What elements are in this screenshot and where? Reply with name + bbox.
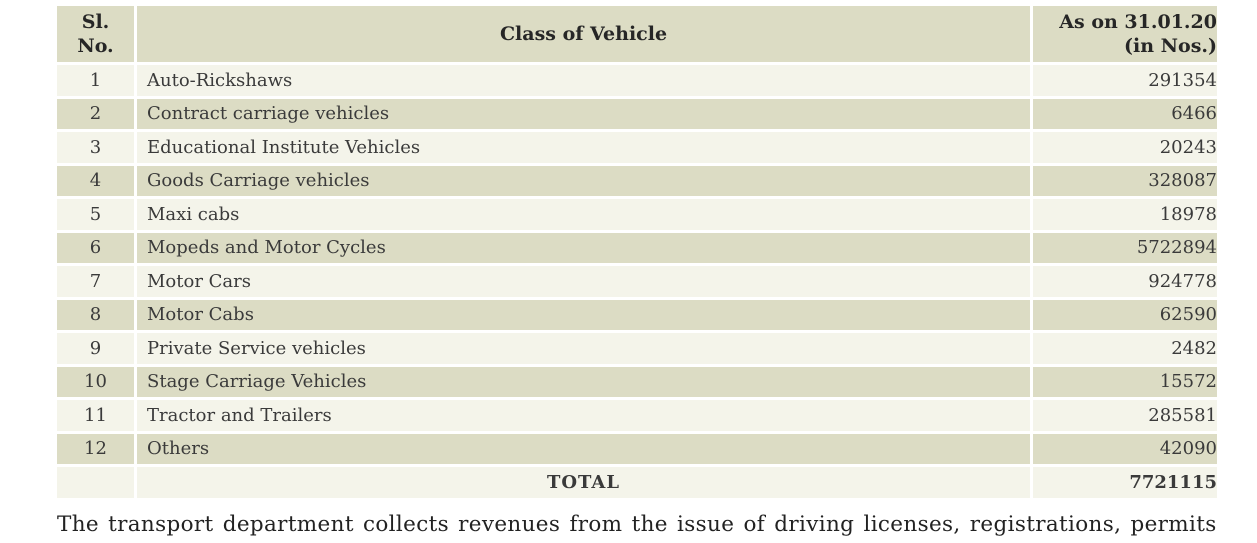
total-row-empty-cell xyxy=(57,467,137,498)
row-sl-no: 12 xyxy=(57,434,137,465)
table-row xyxy=(57,99,1217,130)
row-class-of-vehicle: Maxi cabs xyxy=(137,199,1033,230)
table-row xyxy=(57,266,1217,297)
row-sl-no: 6 xyxy=(57,233,137,264)
table-row xyxy=(57,400,1217,431)
row-class-of-vehicle: Motor Cars xyxy=(137,266,1033,297)
vehicle-class-table-container xyxy=(57,3,1217,501)
table-row xyxy=(57,233,1217,264)
row-sl-no: 3 xyxy=(57,132,137,163)
vehicle-class-table xyxy=(57,3,1217,501)
row-vehicle-count: 62590 xyxy=(1033,300,1217,331)
row-vehicle-count: 20243 xyxy=(1033,132,1217,163)
row-class-of-vehicle: Others xyxy=(137,434,1033,465)
header-sl-no xyxy=(57,6,137,62)
row-class-of-vehicle: Goods Carriage vehicles xyxy=(137,166,1033,197)
row-sl-no: 1 xyxy=(57,65,137,96)
row-class-of-vehicle: Contract carriage vehicles xyxy=(137,99,1033,130)
row-vehicle-count: 328087 xyxy=(1033,166,1217,197)
table-row xyxy=(57,434,1217,465)
row-vehicle-count: 5722894 xyxy=(1033,233,1217,264)
row-sl-no: 2 xyxy=(57,99,137,130)
row-class-of-vehicle: Auto-Rickshaws xyxy=(137,65,1033,96)
header-count-line2: (in Nos.) xyxy=(1124,35,1217,57)
row-vehicle-count: 291354 xyxy=(1033,65,1217,96)
row-vehicle-count: 924778 xyxy=(1033,266,1217,297)
row-vehicle-count: 18978 xyxy=(1033,199,1217,230)
row-class-of-vehicle: Stage Carriage Vehicles xyxy=(137,367,1033,398)
row-class-of-vehicle: Mopeds and Motor Cycles xyxy=(137,233,1033,264)
row-class-of-vehicle: Educational Institute Vehicles xyxy=(137,132,1033,163)
row-sl-no: 11 xyxy=(57,400,137,431)
row-vehicle-count: 285581 xyxy=(1033,400,1217,431)
table-header-row xyxy=(57,6,1217,62)
row-class-of-vehicle: Tractor and Trailers xyxy=(137,400,1033,431)
table-row xyxy=(57,367,1217,398)
table-body xyxy=(57,65,1217,498)
total-label: TOTAL xyxy=(137,467,1033,498)
table-row xyxy=(57,199,1217,230)
table-row xyxy=(57,333,1217,364)
row-sl-no: 10 xyxy=(57,367,137,398)
row-sl-no: 8 xyxy=(57,300,137,331)
row-vehicle-count: 6466 xyxy=(1033,99,1217,130)
row-sl-no: 5 xyxy=(57,199,137,230)
row-vehicle-count: 2482 xyxy=(1033,333,1217,364)
row-class-of-vehicle: Private Service vehicles xyxy=(137,333,1033,364)
row-sl-no: 4 xyxy=(57,166,137,197)
header-sl-no-line1: Sl. xyxy=(81,11,110,33)
body-paragraph: The transport department collects revenues from the issue of driving licenses, registrations, permits xyxy=(57,512,1217,537)
table-total-row xyxy=(57,467,1217,498)
header-count-as-on-date xyxy=(1033,6,1217,62)
row-class-of-vehicle: Motor Cabs xyxy=(137,300,1033,331)
total-vehicle-count: 7721115 xyxy=(1033,467,1217,498)
row-sl-no: 7 xyxy=(57,266,137,297)
row-vehicle-count: 15572 xyxy=(1033,367,1217,398)
table-row xyxy=(57,300,1217,331)
table-row xyxy=(57,132,1217,163)
row-vehicle-count: 42090 xyxy=(1033,434,1217,465)
table-row xyxy=(57,65,1217,96)
row-sl-no: 9 xyxy=(57,333,137,364)
header-count-line1: As on 31.01.20 xyxy=(1059,11,1217,33)
header-sl-no-line2: No. xyxy=(77,35,114,57)
table-row xyxy=(57,166,1217,197)
header-class-of-vehicle: Class of Vehicle xyxy=(137,6,1033,62)
